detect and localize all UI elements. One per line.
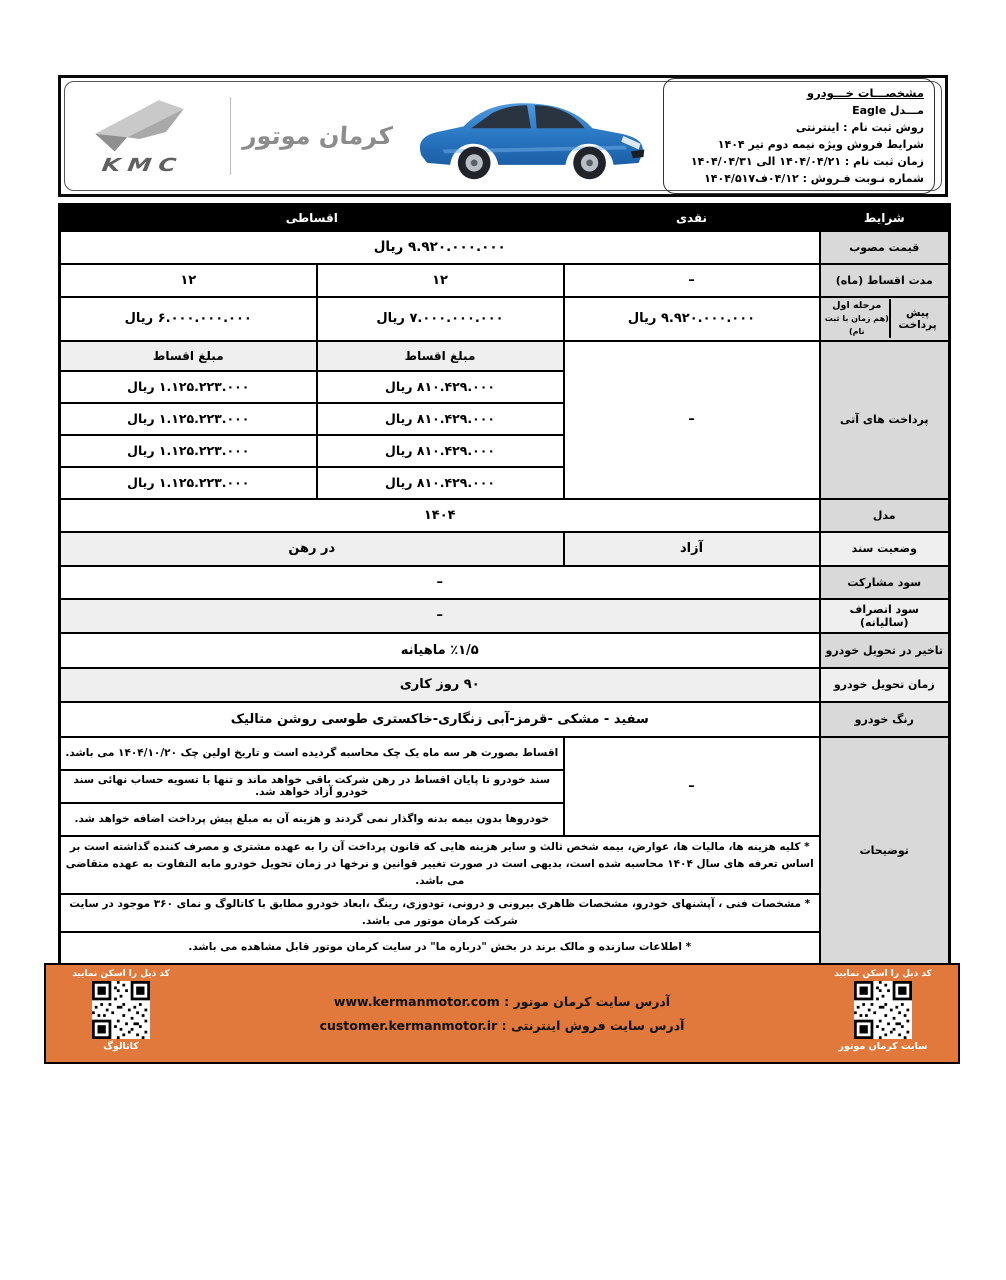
qr-block-catalog xyxy=(56,968,186,1059)
qr-code-catalog xyxy=(92,981,150,1039)
footer-bar xyxy=(44,963,960,1064)
row-downpayment xyxy=(60,297,950,341)
col-header-cash: نقدی xyxy=(564,205,820,231)
logo-divider xyxy=(230,97,231,175)
note-3: خودروها بدون بیمه بدنه واگذار نمی گردند و هزینه آن به مبلغ پیش پرداخت اضافه خواهد شد. xyxy=(60,803,564,836)
payment-2-a: ۸۱۰.۴۲۹.۰۰۰ ریال xyxy=(317,403,564,435)
label-delivery-delay: تاخیر در تحویل خودرو xyxy=(820,633,950,668)
note-2: سند خودرو تا پایان اقساط در رهن شرکت باقی خواهد ماند و تنها با تسویه حساب نهائی سند خودرو آزاد خواهد شد. xyxy=(60,770,564,803)
price-conditions-table xyxy=(58,203,951,966)
row-installment-months xyxy=(60,264,950,297)
bullet-row-2 xyxy=(60,894,950,932)
value-doc-installment: در رهن xyxy=(60,532,564,566)
kmc-emblem xyxy=(68,93,218,179)
col-header-installment: اقساطی xyxy=(60,205,564,231)
value-car-colors: سفید - مشکی -قرمز-آبی زنگاری-خاکستری طوسی روشن متالیک xyxy=(60,702,820,737)
value-down-cash: ۹.۹۲۰.۰۰۰.۰۰۰ ریال xyxy=(564,297,820,341)
kmc-wordmark: KMC xyxy=(100,154,185,176)
subheader-installment-amount-b: مبلغ اقساط xyxy=(60,341,317,371)
row-model xyxy=(60,499,950,532)
subheader-installment-amount-a: مبلغ اقساط xyxy=(317,341,564,371)
value-withdrawal-profit: – xyxy=(60,599,820,633)
value-months-cash: – xyxy=(564,264,820,297)
specs-sale-conditions: شرایط فروش ویژه نیمه دوم تیر ۱۴۰۴ xyxy=(717,138,924,151)
label-installment-months: مدت اقساط (ماه) xyxy=(820,264,950,297)
header-inner xyxy=(64,81,942,191)
value-approved-price: ۹.۹۲۰.۰۰۰.۰۰۰ ریال xyxy=(60,231,820,264)
value-months-b: ۱۲ xyxy=(60,264,317,297)
value-delivery-time: ۹۰ روز کاری xyxy=(60,668,820,702)
value-months-a: ۱۲ xyxy=(317,264,564,297)
vehicle-specs-panel xyxy=(663,78,935,194)
label-stage1-title: مرحله اول xyxy=(832,300,882,311)
brand-name-fa: کرمان موتور xyxy=(241,122,394,150)
bullet-note-2: * مشخصات فنی ، آپشنهای خودرو، مشخصات ظاهری بیرونی و درونی، تودوزی، رینگ ،ابعاد خودرو مطابق با کاتالوگ و نمای ۳۶۰ موجود در سایت شرکت کرمان موتور می باشد. xyxy=(60,894,820,932)
row-installment-amount-header xyxy=(60,341,950,371)
value-down-a: ۷.۰۰۰.۰۰۰.۰۰۰ ریال xyxy=(317,297,564,341)
label-withdrawal-profit: سود انصراف (سالیانه) xyxy=(820,599,950,633)
value-model: ۱۴۰۴ xyxy=(60,499,820,532)
row-participation-profit xyxy=(60,566,950,599)
col-header-conditions: شرایط xyxy=(820,205,950,231)
bullet-note-1: * کلیه هزینه ها، مالیات ها، عوارض، بیمه شخص ثالث و سایر هزینه هایی که قانون پرداخت آن را به عهده مشتری و مصرف کننده گذاشته است بر اساس تعرفه های سال ۱۴۰۴ محاسبه شده است، بدیهی است در صورت تغییر قوانین و نرخها در زمان تحویل خودرو مابه التفاوت به عهده متقاضی می باشد. xyxy=(60,836,820,894)
label-stage1-sub: (هم زمان با ثبت نام) xyxy=(824,314,889,336)
payment-1-a: ۸۱۰.۴۲۹.۰۰۰ ریال xyxy=(317,371,564,403)
brand-logo-wrap xyxy=(65,82,395,190)
row-car-colors xyxy=(60,702,950,737)
label-downpayment: پیش پرداخت xyxy=(889,299,944,338)
footer-addresses xyxy=(186,968,818,1059)
payment-2-b: ۱.۱۲۵.۲۲۳.۰۰۰ ریال xyxy=(60,403,317,435)
label-document-status: وضعیت سند xyxy=(820,532,950,566)
note-row-1 xyxy=(60,737,950,770)
payment-3-a: ۸۱۰.۴۲۹.۰۰۰ ریال xyxy=(317,435,564,467)
scan-label-right: کد ذیل را اسکن نمایید xyxy=(834,969,932,979)
header-box xyxy=(58,75,948,197)
label-future-payments: پرداخت های آتی xyxy=(820,341,950,499)
label-car-colors: رنگ خودرو xyxy=(820,702,950,737)
specs-registration-period: زمان ثبت نام : ۱۴۰۴/۰۴/۲۱ الی ۱۴۰۴/۰۴/۳۱ xyxy=(690,155,924,168)
row-delivery-time xyxy=(60,668,950,702)
row-delivery-delay xyxy=(60,633,950,668)
payment-4-b: ۱.۱۲۵.۲۲۳.۰۰۰ ریال xyxy=(60,467,317,499)
shop-address-line: آدرس سایت فروش اینترنتی : customer.kermanmotor.ir xyxy=(319,1018,685,1033)
specs-registration-method: روش ثبت نام : اینترنتی xyxy=(795,121,924,134)
bullet-row-1 xyxy=(60,836,950,894)
label-participation-profit: سود مشارکت xyxy=(820,566,950,599)
row-approved-price xyxy=(60,231,950,264)
note-1: اقساط بصورت هر سه ماه یک چک محاسبه گردیده است و تاریخ اولین چک ۱۴۰۴/۱۰/۲۰ می باشد. xyxy=(60,737,564,770)
site-address-line: آدرس سایت کرمان موتور : www.kermanmotor.com xyxy=(333,994,671,1009)
car-photo-wrap xyxy=(395,82,663,190)
row-document-status xyxy=(60,532,950,566)
value-delivery-delay: ٪۱/۵ ماهیانه xyxy=(60,633,820,668)
label-downpayment-cell xyxy=(820,297,950,341)
label-stage1 xyxy=(825,299,890,338)
label-model: مدل xyxy=(820,499,950,532)
payment-4-a: ۸۱۰.۴۲۹.۰۰۰ ریال xyxy=(317,467,564,499)
payment-3-b: ۱.۱۲۵.۲۲۳.۰۰۰ ریال xyxy=(60,435,317,467)
bullet-note-3: * اطلاعات سازنده و مالک برند در بخش "درباره ما" در سایت کرمان موتور قابل مشاهده می باشد. xyxy=(60,932,820,965)
value-future-cash: – xyxy=(564,341,820,499)
specs-sale-number: شماره نـوبت فـروش : ۰۴/۱۲ف۱۴۰۴/۵۱۷ xyxy=(704,172,924,185)
row-withdrawal-profit xyxy=(60,599,950,633)
label-delivery-time: زمان تحویل خودرو xyxy=(820,668,950,702)
table-header-row xyxy=(60,205,950,231)
label-notes: توضیحات xyxy=(820,737,950,965)
payment-1-b: ۱.۱۲۵.۲۲۳.۰۰۰ ریال xyxy=(60,371,317,403)
value-notes-cash: – xyxy=(564,737,820,836)
scan-label-left: کد ذیل را اسکن نمایید xyxy=(72,969,170,979)
qr-block-site xyxy=(818,968,948,1059)
label-approved-price: قیمت مصوب xyxy=(820,231,950,264)
value-doc-cash: آزاد xyxy=(564,532,820,566)
specs-title: مشخصـــات خـــودرو xyxy=(806,86,924,100)
specs-model: مـــدل Eagle xyxy=(852,104,924,117)
qr-caption-site: سایت کرمان موتور xyxy=(838,1041,928,1052)
kmc-bird-icon xyxy=(78,93,208,155)
qr-code-site xyxy=(854,981,912,1039)
qr-caption-catalog: کاتالوگ xyxy=(103,1041,139,1052)
value-participation-profit: – xyxy=(60,566,820,599)
value-down-b: ۶.۰۰۰.۰۰۰.۰۰۰ ریال xyxy=(60,297,317,341)
car-image xyxy=(404,86,654,186)
bullet-row-3 xyxy=(60,932,950,965)
